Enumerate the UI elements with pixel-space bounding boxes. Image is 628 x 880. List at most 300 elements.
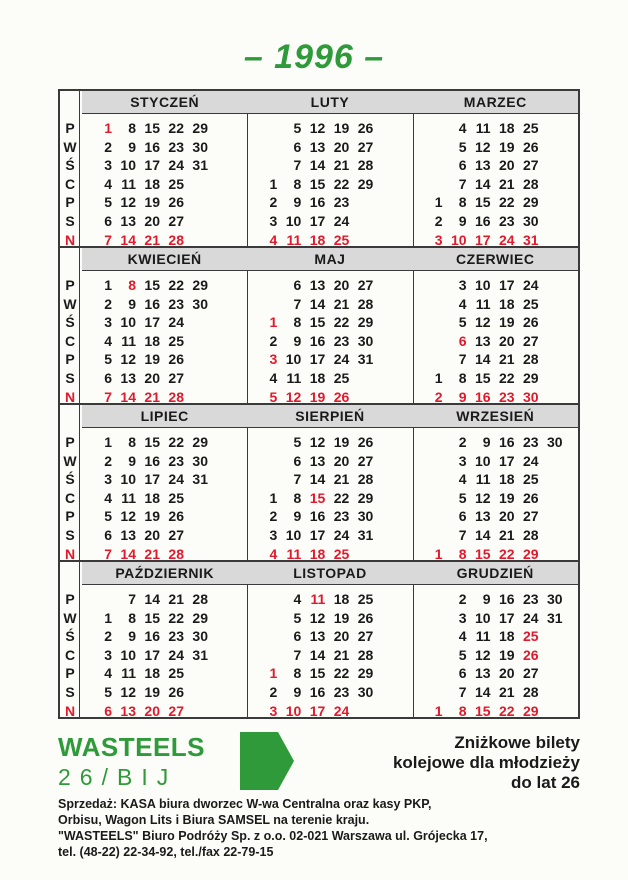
day-number: 8 — [458, 545, 467, 562]
day-number: 16 — [499, 591, 515, 607]
year-title: – 1996 – — [243, 38, 385, 76]
weekday-letter: P — [65, 434, 75, 450]
sales-info — [58, 796, 588, 860]
day-number: 9 — [293, 508, 302, 525]
day-number: 5 — [293, 120, 302, 136]
day-number: 24 — [333, 213, 350, 229]
day-number: 5 — [458, 489, 467, 506]
day-number: 29 — [192, 277, 208, 293]
day-number: 1 — [434, 370, 443, 386]
day-number: 2 — [269, 684, 278, 700]
day-number: 16 — [144, 628, 160, 645]
row-divider — [60, 246, 578, 248]
day-number: 17 — [309, 702, 326, 719]
day-number: 16 — [309, 332, 326, 349]
day-number: 14 — [144, 591, 160, 607]
day-number: 23 — [333, 684, 350, 700]
weekday-letter: P — [65, 508, 75, 525]
day-number: 30 — [192, 628, 208, 645]
month-name: WRZESIEŃ — [413, 405, 578, 428]
month-divider — [247, 562, 248, 717]
tagline — [280, 733, 580, 793]
day-number: 12 — [309, 120, 326, 136]
quarter-row — [60, 562, 578, 717]
weekday-letter: C — [64, 175, 76, 192]
day-number: 5 — [458, 646, 467, 663]
day-number: 20 — [499, 508, 515, 525]
day-number: 26 — [523, 489, 539, 506]
day-number: 22 — [499, 702, 515, 719]
day-number: 19 — [144, 194, 160, 211]
month-name: LISTOPAD — [247, 562, 412, 585]
day-number: 24 — [523, 452, 539, 469]
day-number: 4 — [293, 591, 302, 607]
day-number: 14 — [475, 351, 491, 368]
day-number: 15 — [309, 665, 326, 682]
day-number: 20 — [144, 213, 160, 229]
day-number: 7 — [293, 295, 302, 312]
day-number: 26 — [168, 508, 184, 525]
weekday-column — [60, 562, 80, 717]
day-number: 12 — [120, 684, 136, 700]
day-number: 21 — [499, 684, 515, 700]
day-number: 28 — [523, 175, 539, 192]
day-number: 7 — [458, 684, 467, 700]
day-number: 22 — [168, 434, 184, 450]
day-number: 3 — [458, 277, 467, 293]
weekday-column — [60, 248, 80, 403]
day-number: 4 — [458, 120, 467, 136]
day-number: 23 — [333, 332, 350, 349]
day-number: 8 — [458, 194, 467, 211]
day-number: 25 — [523, 471, 539, 488]
day-number: 5 — [104, 508, 112, 525]
day-number: 16 — [144, 138, 160, 155]
day-number: 5 — [458, 138, 467, 155]
day-number: 10 — [475, 452, 491, 469]
day-number: 16 — [309, 684, 326, 700]
day-number: 29 — [523, 702, 539, 719]
day-number: 19 — [499, 138, 515, 155]
month-block — [247, 405, 412, 560]
day-number: 29 — [357, 489, 374, 506]
day-number: 12 — [475, 314, 491, 331]
day-number: 9 — [128, 295, 136, 312]
day-number: 10 — [285, 213, 302, 229]
day-number: 31 — [192, 471, 208, 488]
weekday-letter: C — [64, 646, 76, 663]
day-number: 19 — [333, 434, 350, 450]
day-number: 13 — [309, 277, 326, 293]
day-number: 11 — [310, 591, 326, 607]
day-number: 30 — [192, 295, 208, 312]
day-number: 6 — [458, 508, 467, 525]
day-number: 9 — [293, 332, 302, 349]
day-number: 26 — [523, 646, 539, 663]
day-number: 29 — [357, 665, 374, 682]
day-number: 16 — [475, 213, 491, 229]
day-number: 20 — [333, 452, 350, 469]
day-number: 13 — [475, 332, 491, 349]
day-number: 25 — [523, 628, 539, 645]
day-number: 20 — [144, 702, 160, 719]
day-number: 26 — [357, 120, 374, 136]
day-number: 29 — [357, 175, 374, 192]
day-number: 26 — [168, 194, 184, 211]
quarter-row — [60, 91, 578, 246]
day-number: 5 — [293, 609, 302, 626]
day-number: 17 — [309, 527, 326, 543]
day-number: 13 — [309, 452, 326, 469]
day-number: 16 — [475, 388, 491, 405]
day-number: 23 — [523, 434, 539, 450]
month-divider — [413, 562, 414, 717]
day-number: 4 — [269, 231, 278, 248]
day-number: 21 — [144, 545, 160, 562]
weekday-letter: Ś — [65, 314, 75, 331]
weekday-letter: P — [65, 277, 75, 293]
day-number: 19 — [499, 646, 515, 663]
day-number: 20 — [499, 157, 515, 174]
day-number: 2 — [269, 194, 278, 211]
day-number: 28 — [168, 545, 184, 562]
day-number: 25 — [523, 120, 539, 136]
day-number: 8 — [293, 314, 302, 331]
day-number: 12 — [285, 388, 302, 405]
day-number: 15 — [144, 609, 160, 626]
day-number: 23 — [168, 295, 184, 312]
day-number: 14 — [309, 646, 326, 663]
day-number: 9 — [128, 452, 136, 469]
day-number: 27 — [523, 665, 539, 682]
day-number: 28 — [168, 231, 184, 248]
info-line: Sprzedaż: KASA biura dworzec W-wa Centralna oraz kasy PKP, — [58, 797, 432, 811]
day-number: 1 — [104, 434, 112, 450]
day-number: 18 — [499, 295, 515, 312]
day-number: 6 — [458, 665, 467, 682]
day-number: 16 — [309, 508, 326, 525]
day-number: 25 — [333, 231, 350, 248]
brand-name: WASTEELS — [58, 732, 206, 762]
day-number: 3 — [458, 452, 467, 469]
month-block — [247, 248, 412, 403]
day-number: 25 — [168, 175, 184, 192]
day-number: 9 — [293, 194, 302, 211]
day-number: 27 — [357, 628, 374, 645]
day-number: 12 — [475, 489, 491, 506]
day-number: 28 — [357, 295, 374, 312]
day-number: 9 — [293, 684, 302, 700]
day-number: 10 — [451, 231, 467, 248]
day-number: 11 — [121, 332, 136, 349]
day-number: 14 — [475, 684, 491, 700]
day-number: 27 — [523, 157, 539, 174]
day-number: 4 — [458, 628, 467, 645]
day-number: 4 — [104, 665, 112, 682]
day-number: 7 — [458, 351, 467, 368]
day-number: 11 — [475, 295, 491, 312]
day-number: 2 — [434, 388, 443, 405]
day-number: 17 — [144, 646, 160, 663]
month-name: PAŹDZIERNIK — [82, 562, 247, 585]
day-number: 14 — [120, 231, 136, 248]
day-number: 27 — [357, 452, 374, 469]
day-number: 21 — [144, 231, 160, 248]
day-number: 21 — [333, 295, 350, 312]
weekday-letter: C — [64, 489, 76, 506]
day-number: 13 — [120, 527, 136, 543]
day-number: 17 — [144, 157, 160, 174]
day-number: 14 — [120, 545, 136, 562]
month-name: MAJ — [247, 248, 412, 271]
day-number: 20 — [499, 665, 515, 682]
day-number: 7 — [458, 175, 467, 192]
day-number: 9 — [482, 434, 491, 450]
day-number: 25 — [168, 489, 184, 506]
day-number: 29 — [523, 370, 539, 386]
day-number: 21 — [144, 388, 160, 405]
tagline-line: do lat 26 — [511, 773, 580, 792]
day-number: 28 — [192, 591, 208, 607]
month-block — [413, 91, 578, 246]
day-number: 15 — [309, 489, 326, 506]
day-number: 26 — [168, 684, 184, 700]
day-number: 2 — [104, 295, 112, 312]
day-number: 8 — [458, 702, 467, 719]
day-number: 28 — [523, 684, 539, 700]
day-number: 14 — [309, 295, 326, 312]
day-number: 31 — [357, 351, 374, 368]
day-number: 27 — [168, 213, 184, 229]
day-number: 20 — [333, 138, 350, 155]
day-number: 12 — [120, 194, 136, 211]
day-number: 12 — [309, 434, 326, 450]
day-number: 31 — [357, 527, 374, 543]
day-number: 18 — [144, 332, 160, 349]
day-number: 18 — [309, 370, 326, 386]
day-number: 8 — [128, 609, 136, 626]
tagline-line: kolejowe dla młodzieży — [392, 753, 580, 772]
day-number: 25 — [333, 370, 350, 386]
day-number: 18 — [499, 628, 515, 645]
day-number: 25 — [333, 545, 350, 562]
day-number: 2 — [104, 452, 112, 469]
weekday-letter: N — [64, 388, 76, 405]
day-number: 31 — [523, 231, 539, 248]
day-number: 13 — [120, 213, 136, 229]
day-number: 25 — [168, 332, 184, 349]
info-line: "WASTEELS" Biuro Podróży Sp. z o.o. 02-021 Warszawa ul. Grójecka 17, — [58, 829, 488, 843]
day-number: 4 — [104, 332, 112, 349]
day-number: 14 — [309, 471, 326, 488]
day-number: 30 — [192, 452, 208, 469]
day-number: 24 — [523, 277, 539, 293]
day-number: 1 — [104, 120, 112, 136]
month-divider — [247, 91, 248, 246]
day-number: 11 — [286, 545, 302, 562]
day-number: 24 — [333, 702, 350, 719]
day-number: 13 — [475, 665, 491, 682]
day-number: 11 — [121, 489, 136, 506]
day-number: 7 — [104, 545, 112, 562]
month-block — [82, 405, 247, 560]
day-number: 16 — [309, 194, 326, 211]
month-block — [413, 248, 578, 403]
weekday-letter: W — [63, 609, 77, 626]
day-number: 14 — [120, 388, 136, 405]
month-name: LUTY — [247, 91, 412, 114]
day-number: 3 — [104, 314, 112, 331]
month-name: MARZEC — [413, 91, 578, 114]
day-number: 20 — [333, 628, 350, 645]
day-number: 29 — [523, 194, 539, 211]
day-number: 7 — [293, 157, 302, 174]
weekday-letter: C — [64, 332, 76, 349]
day-number: 8 — [128, 277, 136, 293]
day-number: 21 — [499, 351, 515, 368]
weekday-letter: W — [63, 138, 77, 155]
day-number: 16 — [144, 295, 160, 312]
day-number: 17 — [499, 277, 515, 293]
day-number: 3 — [104, 471, 112, 488]
day-number: 4 — [104, 489, 112, 506]
day-number: 26 — [357, 609, 374, 626]
day-number: 21 — [333, 157, 350, 174]
day-number: 29 — [357, 314, 374, 331]
day-number: 26 — [357, 434, 374, 450]
day-number: 8 — [458, 370, 467, 386]
brand-code: 26/BIJ — [58, 764, 178, 790]
weekday-column — [60, 91, 80, 246]
calendar-grid — [58, 89, 580, 719]
day-number: 22 — [333, 665, 350, 682]
day-number: 12 — [120, 351, 136, 368]
day-number: 21 — [499, 527, 515, 543]
row-divider — [60, 403, 578, 405]
day-number: 5 — [269, 388, 278, 405]
day-number: 29 — [192, 434, 208, 450]
weekday-letter: N — [64, 702, 76, 719]
day-number: 15 — [309, 314, 326, 331]
day-number: 31 — [547, 609, 563, 626]
tagline-line: Zniżkowe bilety — [454, 733, 580, 752]
day-number: 18 — [499, 471, 515, 488]
day-number: 14 — [309, 157, 326, 174]
day-number: 17 — [499, 452, 515, 469]
day-number: 21 — [168, 591, 184, 607]
day-number: 17 — [309, 213, 326, 229]
day-number: 19 — [309, 388, 326, 405]
day-number: 22 — [333, 489, 350, 506]
day-number: 19 — [333, 609, 350, 626]
day-number: 2 — [104, 628, 112, 645]
day-number: 18 — [499, 120, 515, 136]
day-number: 3 — [458, 609, 467, 626]
day-number: 10 — [120, 314, 136, 331]
day-number: 27 — [168, 370, 184, 386]
day-number: 5 — [104, 351, 112, 368]
day-number: 8 — [128, 434, 136, 450]
day-number: 22 — [333, 314, 350, 331]
day-number: 10 — [285, 351, 302, 368]
day-number: 13 — [120, 702, 136, 719]
day-number: 6 — [104, 702, 112, 719]
month-block — [247, 91, 412, 246]
day-number: 20 — [144, 370, 160, 386]
day-number: 31 — [192, 157, 208, 174]
day-number: 23 — [523, 591, 539, 607]
day-number: 2 — [104, 138, 112, 155]
day-number: 15 — [475, 194, 491, 211]
day-number: 4 — [104, 175, 112, 192]
month-name: CZERWIEC — [413, 248, 578, 271]
month-divider — [413, 405, 414, 560]
day-number: 16 — [144, 452, 160, 469]
day-number: 6 — [293, 277, 302, 293]
weekday-letter: P — [65, 120, 75, 136]
day-number: 1 — [434, 545, 443, 562]
day-number: 24 — [523, 609, 539, 626]
day-number: 10 — [120, 471, 136, 488]
day-number: 26 — [523, 138, 539, 155]
day-number: 22 — [499, 545, 515, 562]
day-number: 4 — [458, 295, 467, 312]
day-number: 14 — [475, 527, 491, 543]
quarter-row — [60, 405, 578, 560]
day-number: 15 — [475, 545, 491, 562]
day-number: 26 — [333, 388, 350, 405]
day-number: 1 — [269, 665, 278, 682]
day-number: 1 — [269, 489, 278, 506]
month-block — [413, 405, 578, 560]
day-number: 26 — [168, 351, 184, 368]
day-number: 7 — [104, 388, 112, 405]
row-divider — [60, 560, 578, 562]
month-divider — [247, 248, 248, 403]
day-number: 23 — [168, 628, 184, 645]
month-block — [413, 562, 578, 717]
day-number: 23 — [333, 194, 350, 211]
weekday-column — [60, 405, 80, 560]
day-number: 10 — [120, 157, 136, 174]
day-number: 29 — [192, 609, 208, 626]
day-number: 17 — [475, 231, 491, 248]
day-number: 10 — [285, 527, 302, 543]
day-number: 25 — [357, 591, 374, 607]
day-number: 8 — [293, 489, 302, 506]
day-number: 24 — [168, 157, 184, 174]
day-number: 10 — [475, 277, 491, 293]
day-number: 11 — [475, 120, 491, 136]
day-number: 6 — [293, 628, 302, 645]
day-number: 12 — [475, 138, 491, 155]
day-number: 10 — [475, 609, 491, 626]
day-number: 3 — [104, 646, 112, 663]
day-number: 30 — [523, 213, 539, 229]
day-number: 23 — [168, 452, 184, 469]
day-number: 13 — [475, 508, 491, 525]
day-number: 31 — [192, 646, 208, 663]
day-number: 17 — [309, 351, 326, 368]
weekday-letter: S — [65, 213, 75, 229]
day-number: 2 — [458, 591, 467, 607]
day-number: 19 — [333, 120, 350, 136]
day-number: 28 — [357, 471, 374, 488]
day-number: 13 — [475, 157, 491, 174]
day-number: 28 — [357, 646, 374, 663]
day-number: 27 — [168, 702, 184, 719]
day-number: 18 — [333, 591, 350, 607]
